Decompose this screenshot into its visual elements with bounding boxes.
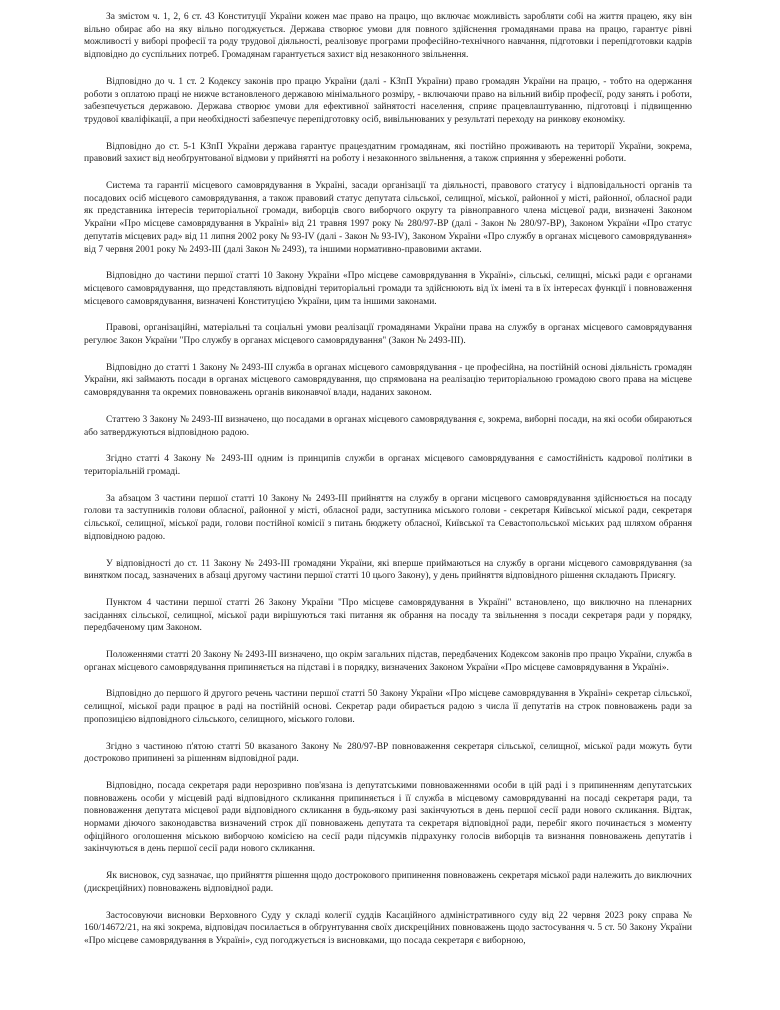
paragraph-4: Система та гарантії місцевого самоврядування в Україні, засади організації та діяльності, правового статусу і відповідальності органів та посадових осіб місцевого самоврядування, а також правовий статус депутата сільської, селищної, міської, районної у місті, районної, обласної ради як представника інтересів територіальної громади, виборців свого виборчого округу та рівноправного члена місцевої ради, визначені Законом України «Про місцеве самоврядування в Україні» від 21 травня 1997 року № 280/97-ВР (далі - Закон № 280/97-ВР), Законом України «Про статус депутатів місцевих рад» від 11 липня 2002 року № 93-IV (далі - Закон № 93-IV), Законом України «Про службу в органах місцевого самоврядування» від 7 червня 2001 року № 2493-III (далі Закон № 2493), та іншими нормативно-правовими актами. [84,181,692,255]
paragraph-2: Відповідно до ч. 1 ст. 2 Кодексу законів про працю України (далі - КЗпП України) право громадян України на працю, - тобто на одержання роботи з оплатою праці не нижче встановленого державою мінімального розміру, - включаючи право на вільний вибір професії, роду занять і роботи, забезпечується державою. Держава створює умови для ефективної зайнятості населення, сприяє працевлаштуванню, підготовці і підвищенню трудової кваліфікації, а при необхідності забезпечує перепідготовку осіб, вивільнюваних у результаті переходу на ринкову економіку. [84,76,692,125]
paragraph-15: Згідно з частиною п'ятою статті 50 вказаного Закону № 280/97-ВР повноваження секретаря сільської, селищної, міської ради можуть бути достроково припинені за рішенням відповідної ради. [84,741,692,765]
paragraph-17: Як висновок, суд зазначає, що прийняття рішення щодо дострокового припинення повноважень секретаря міської ради належить до виключних (дискреційних) повноважень відповідної ради. [84,871,692,894]
paragraph-11: У відповідності до ст. 11 Закону № 2493-III громадяни України, які вперше приймаються на службу в органи місцевого самоврядування (за винятком посад, зазначених в абзаці другому частини першої статті 10 цього Закону), у день прийняття відповідного рішення складають Присягу. [84,558,692,582]
paragraph-13: Положеннями статті 20 Закону № 2493-III визначено, що окрім загальних підстав, передбачених Кодексом законів про працю України, служба в органах місцевого самоврядування припиняється на підставі і в порядку, визначених Законом України «Про місцеве самоврядування в Україні». [84,650,692,673]
paragraph-10: За абзацом 3 частини першої статті 10 Закону № 2493-III прийняття на службу в органи місцевого самоврядування здійснюється на посаду голови та заступників голови обласної, районної у місті, обласної ради, заступника міського голови - секретаря Київської міської ради, секретаря сільської, селищної, міської ради, голови постійної комісії з питань бюджету обласної, Київської та Севастопольської міських рад шляхом обрання відповідною радою. [84,493,692,542]
paragraph-3: Відповідно до ст. 5-1 КЗпП України держава гарантує працездатним громадянам, які постійно проживають на території України, зокрема, правовий захист від необґрунтованої відмови у прийнятті на роботу і незаконного звільнення, а також сприяння у збереженні роботи. [84,141,692,165]
paragraph-14: Відповідно до першого й другого речень частини першої статті 50 Закону України «Про місцеве самоврядування в Україні» секретар сільської, селищної, міської ради працює в раді на постійній основі. Секретар ради обирається радою з числа її депутатів на строк повноважень ради за пропозицією відповідного сільського, селищного, міського голови. [84,689,692,725]
paragraph-16: Відповідно, посада секретаря ради нерозривно пов'язана із депутатськими повноваженнями особи в цій раді і з припиненням депутатських повноважень особи у місцевій раді відповідного скликання припиняється і її служба в місцевому самоврядуванні на посаді секретаря ради, та повноваження депутата місцевої ради відповідного скликання в будь-якому разі закінчуються в день першої сесії ради нового скликання. Відтак, нормами діючого законодавства визначений строк дії повноважень депутата та секретаря відповідної ради, перебіг якого починається з моменту офіційного оголошення міською виборчою комісією на сесії ради підсумків підрахунку голосів виборців та визнання повноважень депутатів і закінчуються в день першої сесії ради нового скликання. [84,780,692,855]
document-body [84,11,692,948]
paragraph-5: Відповідно до частини першої статті 10 Закону України «Про місцеве самоврядування в Україні», сільські, селищні, міські ради є органами місцевого самоврядування, що представляють відповідні територіальні громади та здійснюють від їх імені та в їх інтересах функції і повноваження місцевого самоврядування, визначені Конституцією України, цим та іншими законами. [84,271,692,307]
paragraph-9: Згідно статті 4 Закону № 2493-III одним із принципів служби в органах місцевого самоврядування є самостійність кадрової політики в територіальній громаді. [84,454,692,477]
paragraph-6: Правові, організаційні, матеріальні та соціальні умови реалізації громадянами України права на службу в органах місцевого самоврядування регулює Закон України "Про службу в органах місцевого самоврядування" (Закон № 2493-III). [84,323,692,347]
paragraph-12: Пунктом 4 частини першої статті 26 Закону України "Про місцеве самоврядування в Україні" встановлено, що виключно на пленарних засіданнях сільської, селищної, міської ради вирішуються такі питання як обрання на посаду та звільнення з посади секретаря ради у порядку, передбаченому цим Законом. [84,597,692,634]
paragraph-7: Відповідно до статті 1 Закону № 2493-III служба в органах місцевого самоврядування - це професійна, на постійній основі діяльність громадян України, які займають посади в органах місцевого самоврядування, що спрямована на реалізацію територіальною громадою свого права на місцеве самоврядування та окремих повноважень органів виконавчої влади, наданих законом. [84,362,692,399]
paragraph-1: За змістом ч. 1, 2, 6 ст. 43 Конституції України кожен має право на працю, що включає можливість заробляти собі на життя працею, яку він вільно обирає або на яку вільно погоджується. Держава створює умови для повного здійснення громадянами права на працю, гарантує рівні можливості у виборі професії та роду трудової діяльності, реалізовує програми професійно-технічного навчання, підготовки і перепідготовки кадрів відповідно до суспільних потреб. Громадянам гарантується захист від незаконного звільнення. [84,12,692,61]
paragraph-8: Статтею 3 Закону № 2493-III визначено, що посадами в органах місцевого самоврядування є, зокрема, виборні посади, на які особи обираються або затверджуються відповідною радою. [84,414,692,438]
paragraph-18: Застосовуючи висновки Верховного Суду у складі колегії суддів Касаційного адміністративного суду від 22 червня 2023 року справа № 160/14672/21, на які зокрема, відповідач посилається в обґрунтування своїх дискреційних повноважень щодо застосування ч. 5 ст. 50 Закону України «Про місцеве самоврядування в Україні», суд погоджується із висновками, що посада секретаря є виборною, [84,910,692,946]
